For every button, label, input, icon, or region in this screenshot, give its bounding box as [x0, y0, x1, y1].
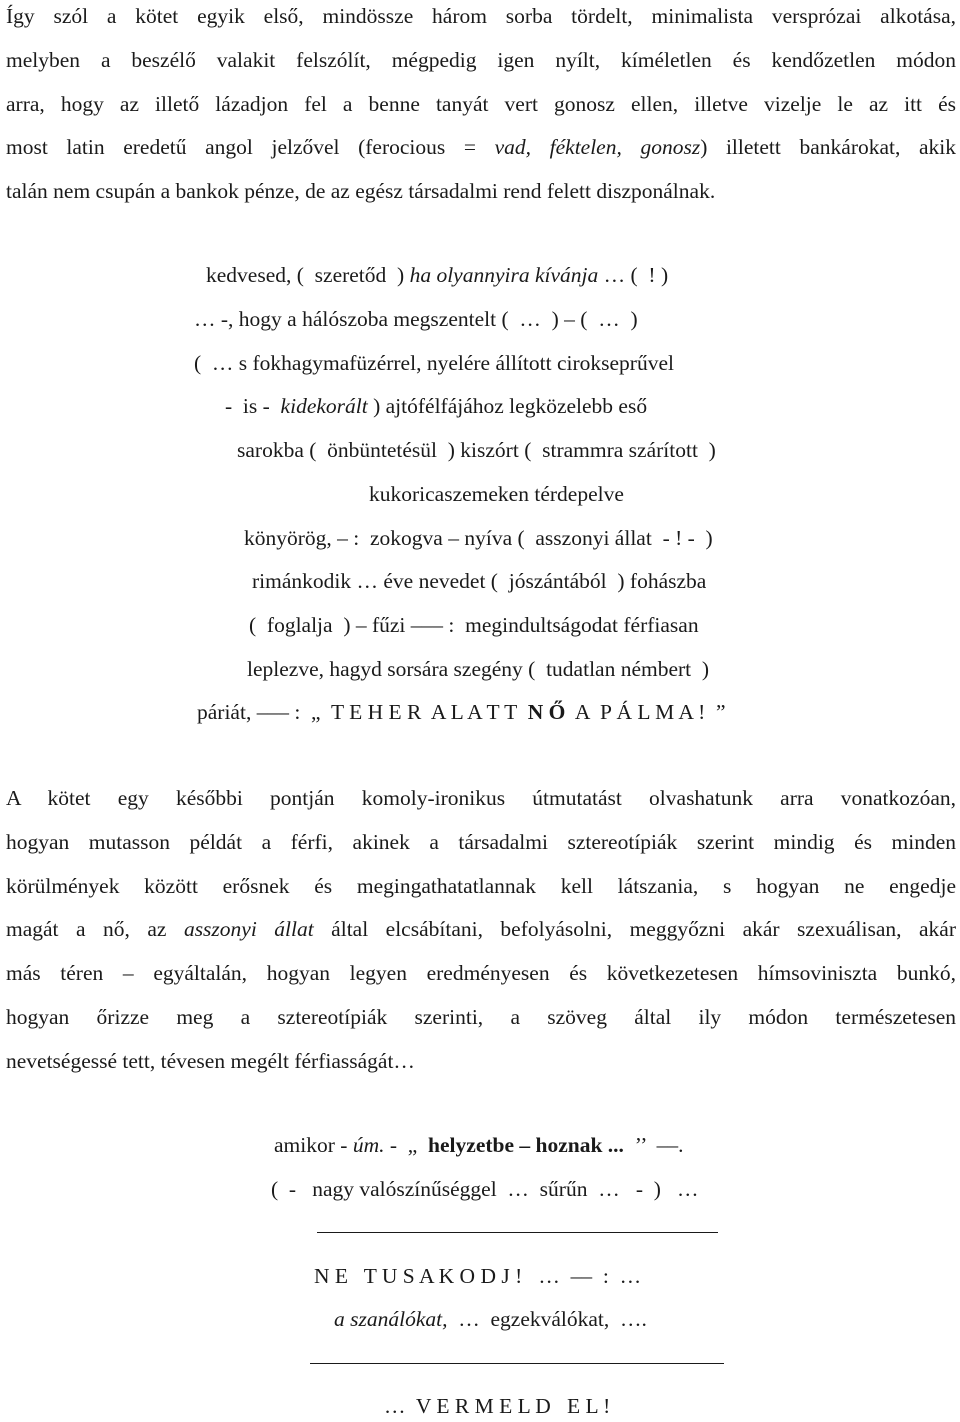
intro-line-4: most latin eredetű angol jelzővel (ferocious = vad, féktelen, gonosz) illetett bankárokat, akik: [6, 135, 956, 160]
poem-line-7: könyörög, – : zokogva – nyíva ( asszonyi állat - ! - ): [244, 526, 713, 550]
analysis-line-6: hogyan őrizze meg a sztereotípiák szerinti, a szöveg által ily módon természetesen: [6, 1004, 956, 1029]
coda-line-1: amikor - úm. - „ helyzetbe – hoznak ... ’’ ––.: [274, 1133, 684, 1157]
poem-line-6: kukoricaszemeken térdepelve: [369, 482, 624, 506]
analysis-line-4: magát a nő, az asszonyi állat által elcsábítani, befolyásolni, meggyőzni akár szexuálisan, akár: [6, 917, 956, 942]
poem-line-2: … -, hogy a hálószoba megszentelt ( … ) – ( … ): [194, 307, 638, 331]
poem-line-1: kedvesed, ( szeretőd ) ha olyannyira kívánja … ( ! ): [206, 263, 669, 287]
coda-line-4: a szanálókat, … egzekválókat, ….: [334, 1307, 647, 1331]
poem-line-3: ( … s fokhagymafüzérrel, nyelére állított cirokseprűvel: [194, 351, 674, 375]
poem-line-11: páriát, ––– : „ T E H E R A L A T T N Ő A P Á L M A ! ”: [197, 700, 726, 724]
analysis-line-1: A kötet egy későbbi pontján komoly-ironikus útmutatást olvashatunk arra vonatkozóan,: [6, 786, 956, 810]
poem-line-4: - is - kidekorált ) ajtófélfájához legközelebb eső: [225, 394, 648, 418]
poem-line-5: sarokba ( önbüntetésül ) kiszórt ( strammra szárított ): [237, 438, 716, 462]
analysis-line-2: hogyan mutasson példát a férfi, akinek a társadalmi sztereotípiák szerint mindig és minden: [6, 829, 956, 854]
intro-line-5: talán nem csupán a bankok pénze, de az egész társadalmi rend felett diszponálnak.: [6, 179, 716, 204]
analysis-line-3: körülmények között erősnek és megingathatatlannak kell látszania, s hogyan ne engedje: [6, 873, 956, 898]
intro-line-1: Így szól a kötet egyik első, mindössze három sorba tördelt, minimalista versprózai alkotása,: [6, 4, 956, 28]
poem-line-8: rimánkodik … éve nevedet ( jószántából ) fohászba: [252, 569, 707, 593]
analysis-line-5: más téren – egyáltalán, hogyan legyen eredményesen és következetesen hímsoviniszta bunkó,: [6, 961, 956, 986]
intro-line-2: melyben a beszélő valakit felszólít, mégpedig igen nyílt, kíméletlen és kendőzetlen módon: [6, 47, 956, 72]
divider-line-1: [317, 1232, 718, 1233]
divider-line-2: [310, 1363, 724, 1364]
coda-line-3: N E T U S A K O D J ! … –– : …: [314, 1264, 642, 1288]
coda-line-2: ( - nagy valószínűséggel … sűrűn … - ) …: [271, 1177, 699, 1201]
poem-line-10: leplezve, hagyd sorsára szegény ( tudatlan némbert ): [247, 657, 710, 681]
analysis-paragraph: [6, 782, 956, 1089]
poem-line-9: ( foglalja ) – fűzi ––– : megindultságodat férfiasan: [249, 613, 699, 637]
coda-line-5: … V E R M E L D E L !: [384, 1394, 611, 1418]
intro-paragraph: [6, 0, 956, 219]
analysis-line-7: nevetségessé tett, tévesen megélt férfiasságát…: [6, 1048, 415, 1073]
intro-line-3: arra, hogy az illető lázadjon fel a benne tanyát vert gonosz ellen, illetve vizelje le az itt és: [6, 91, 956, 116]
